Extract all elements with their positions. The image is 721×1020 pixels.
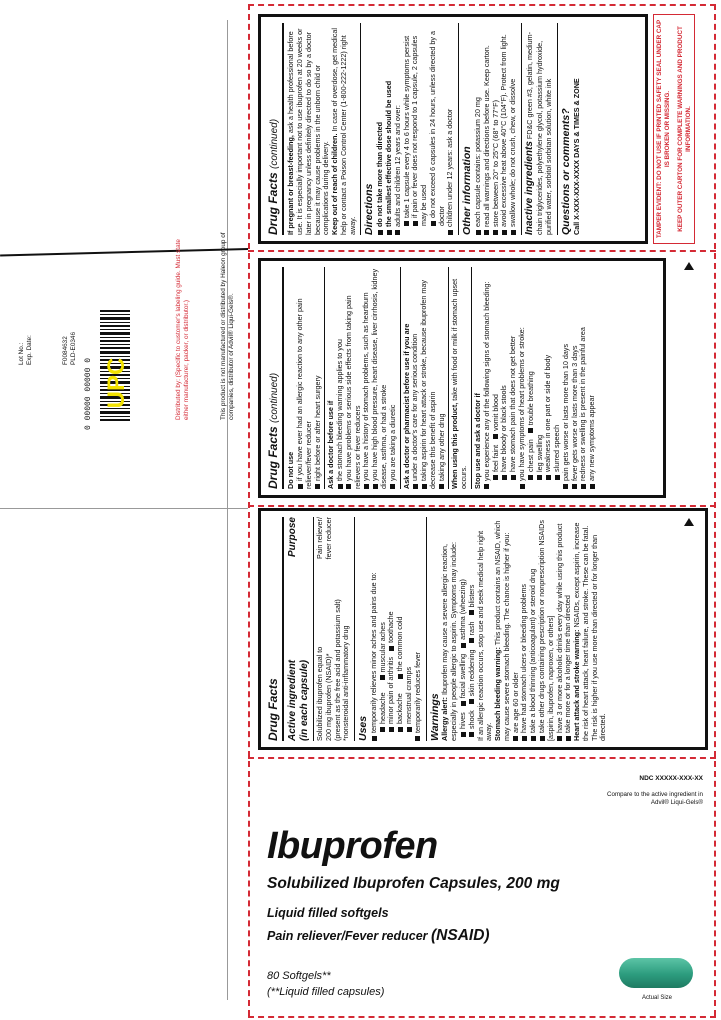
continue-arrow-icon	[684, 518, 694, 526]
warnings-heading: Warnings	[426, 517, 442, 741]
list-item: you have symptoms of heart problems or stroke:	[518, 267, 527, 489]
form-description: Liquid filled softgels	[267, 906, 389, 920]
list-item: take more or for a longer time than directed	[564, 517, 573, 741]
active-ingredient: Solubilized ibuprofen equal to 200 mg ibuprofen (NSAID)* (present as the free acid and potassium salt) *nonsteroidal anti-inflammatory drug Pain reliever/ fever reducer	[315, 517, 351, 741]
list-item: minor pain of arthritis toothache	[387, 517, 396, 741]
fold-line	[714, 4, 716, 1016]
panel-title: Drug Facts (continued)	[266, 23, 284, 235]
list-item: you experience any of the following signs of stomach bleeding:	[483, 267, 492, 489]
list-item: swallow whole; do not crush, chew, or dissolve	[509, 23, 518, 235]
purpose-line: Pain reliever/Fever reducer (NSAID)	[267, 927, 490, 944]
ndc-number: NDC XXXXX-XXX-XX	[639, 775, 703, 782]
list-item: right before or after heart surgery	[314, 267, 323, 489]
list-item: children under 12 years: ask a doctor	[446, 23, 455, 235]
inactive-ingredients: Inactive ingredients FD&C green #3, gelatin, medium-chain triglycerides, polyethylene glycol, potassium hydroxide, purified water, sorbitol sorbitan solution, white ink	[521, 23, 554, 235]
pregnancy-warning: If pregnant or breast-feeding, ask a health professional before use. It is especially important not to use ibuprofen at 20 weeks or later in pregnancy unless definitely directed to do so by a doctor because it may cause problems in the unborn child or complications during delivery.	[286, 28, 331, 235]
heart-attack-warning: Heart attack and stroke warning: NSAIDs, except aspirin, increase the risk of heart attack, heart failure, and stroke. These can be fatal. The risk is higher if you use more than directed or for longer than directed.	[572, 522, 608, 741]
list-item: headache muscular aches	[379, 517, 388, 741]
list-item: backache the common cold	[396, 517, 405, 741]
list-item: store between 20° to 25°C (68° to 77°F)	[492, 23, 501, 235]
list-item: if pain or fever does not respond to 1 capsule, 2 capsules may be used	[410, 35, 429, 226]
flap-line	[0, 248, 248, 256]
fold-line	[248, 505, 716, 507]
list-item: the smallest effective dose should be used	[385, 23, 394, 235]
list-item: taking aspirin for heart attack or stroke, because ibuprofen may decrease this benefit of aspirin	[419, 280, 437, 489]
compare-statement: Compare to the active ingredient in Advil® Liqui-Gels®	[607, 791, 703, 807]
list-item: slurred speech	[553, 267, 562, 489]
list-item: have had stomach ulcers or bleeding problems	[520, 517, 529, 741]
list-item: leg swelling	[536, 267, 545, 489]
list-item: weakness in one part or side of body	[544, 267, 553, 489]
fold-line	[248, 250, 716, 252]
list-item: you are taking a diuretic	[389, 267, 398, 489]
stomach-bleeding-warning: Stomach bleeding warning: This product contains an NSAID, which may cause severe stomach bleeding. The chance is higher if you:	[493, 520, 511, 741]
list-item: are age 60 or older	[512, 517, 521, 741]
fold-line	[248, 757, 716, 759]
list-item: read all warnings and directions before use. Keep carton.	[483, 23, 492, 235]
uses-heading: Uses	[354, 517, 370, 741]
list-item: have 3 or more alcoholic drinks every day while using this product	[556, 517, 565, 741]
list-item: chest pain trouble breathing	[527, 267, 536, 489]
list-item: any new symptoms appear	[588, 267, 597, 489]
keep-out-of-reach: Keep out of reach of children. In case of overdose, get medical help or contact a Poison Control Center (1-800-222-1222) right away.	[330, 28, 357, 235]
not-manufactured-statement: This product is not manufactured or distributed by Haleon group of companies, distributor of Advil® Liqui-Gels®.	[220, 232, 235, 420]
directions-heading: Directions	[360, 23, 376, 235]
panel-title: Drug Facts	[266, 517, 284, 741]
list-item: hives facial swelling asthma (wheezing)	[459, 517, 468, 741]
questions-heading: Questions or comments?	[557, 23, 573, 235]
list-item: pain gets worse or lasts more than 10 days	[562, 267, 571, 489]
list-item: you have a history of stomach problems, such as heartburn	[362, 267, 371, 489]
upc-digits: 0 00000 00000 0	[84, 357, 93, 430]
fold-line	[248, 1016, 716, 1018]
list-item: menstrual cramps	[405, 517, 414, 741]
list-item: under a doctor's care for any serious condition	[411, 267, 420, 489]
fold-line	[248, 4, 716, 6]
upc-mark: UPC	[103, 357, 130, 409]
lot-exp: Lot No.: Exp. Date:	[18, 335, 33, 365]
drug-facts-panel-1	[258, 508, 708, 750]
list-item: fever gets worse or lasts more than 3 days	[571, 267, 580, 489]
list-item: you have high blood pressure, heart disease, liver cirrhosis, kidney disease, asthma, or had a stroke	[370, 268, 388, 489]
list-item: take other drugs containing prescription or nonprescription NSAIDs [aspirin, ibuprofen, naproxen, or others]	[537, 520, 555, 741]
glue-flap-edge	[227, 20, 228, 1000]
list-item: temporarily relieves minor aches and pains due to:	[370, 517, 379, 741]
list-item: feel faint vomit blood	[492, 267, 501, 489]
do-not-use-heading: Do not use	[286, 451, 296, 489]
other-information-heading: Other information	[458, 23, 474, 235]
list-item: the stomach bleeding warning applies to you	[336, 267, 345, 489]
count-statement: 80 Softgels**	[267, 970, 331, 982]
list-item: redness or swelling is present in the painful area	[579, 267, 588, 489]
list-item: have stomach pain that does not get better	[509, 267, 518, 489]
list-item: take a blood thinning (anticoagulant) or steroid drug	[529, 517, 538, 741]
phone-line: Call X-XXX-XXX-XXXX DAYS & TIMES & ZONE	[571, 78, 581, 235]
flap-line	[0, 508, 248, 509]
allergy-action: If an allergic reaction occurs, stop use and seek medical help right away.	[475, 530, 494, 741]
actual-size-label: Actual Size	[642, 995, 673, 1001]
when-using: When using this product, take with food or milk if stomach upset occurs.	[450, 278, 469, 489]
ask-doctor-heading: Ask a doctor before use if	[326, 400, 336, 489]
active-ingredient-header: Active ingredient (in each capsule) Purpose	[286, 517, 310, 741]
principal-display-panel	[253, 765, 713, 1015]
list-item: take 1 capsule every 4 to 6 hours while symptoms persist	[403, 23, 412, 235]
list-item: if you have ever had an allergic reaction to any other pain reliever/fever reducer	[294, 298, 313, 489]
list-item: shock skin reddening rash blisters	[468, 517, 477, 741]
continue-arrow-icon	[684, 262, 694, 270]
list-item: you have problems or serious side effects from taking pain relievers or fever reducers	[343, 295, 362, 489]
distributed-by: Distributed by: (Specific to customer's labeling guide. Must state either manufacturer, packer, or distributor.)	[175, 239, 190, 420]
list-item: adults and children 12 years and over:	[394, 23, 403, 235]
tamper-evident-notice: TAMPER EVIDENT: DO NOT USE IF PRINTED SAFETY SEAL UNDER CAP IS BROKEN OR MISSING. KEEP OUTER CARTON FOR COMPLETE WARNINGS AND PRODUCT INFORMATION.	[653, 14, 695, 244]
brand-name: Ibuprofen	[267, 825, 438, 867]
list-item: taking any other drug	[438, 267, 447, 489]
panel-title: Drug Facts (continued)	[266, 267, 284, 489]
count-footnote: (**Liquid filled capsules)	[267, 986, 385, 998]
softgel-image	[619, 958, 693, 988]
allergy-alert: Allergy alert: Ibuprofen may cause a severe allergic reaction, especially in people allergic to aspirin. Symptoms may include:	[440, 542, 459, 741]
product-code: F0084632 PLD-E0346	[62, 331, 77, 365]
list-item: temporarily reduces fever	[414, 517, 423, 741]
drug-facts-panel-2	[258, 258, 666, 498]
fold-line	[248, 4, 250, 1016]
drug-facts-panel-3	[258, 14, 648, 244]
product-subtitle: Solubilized Ibuprofen Capsules, 200 mg	[267, 875, 560, 892]
list-item: have bloody or black stools	[500, 267, 509, 489]
list-item: do not take more than directed	[376, 23, 385, 235]
stop-use-heading: Stop use and ask a doctor if	[473, 393, 483, 489]
list-item: each capsule contains: potassium 20 mg	[474, 23, 483, 235]
list-item: do not exceed 6 capsules in 24 hours, unless directed by a doctor	[427, 31, 446, 226]
ask-pharmacist-heading: Ask a doctor or pharmacist before use if you are	[401, 323, 411, 489]
list-item: avoid excessive heat above 40°C (104°F). Protect from light.	[500, 23, 509, 235]
